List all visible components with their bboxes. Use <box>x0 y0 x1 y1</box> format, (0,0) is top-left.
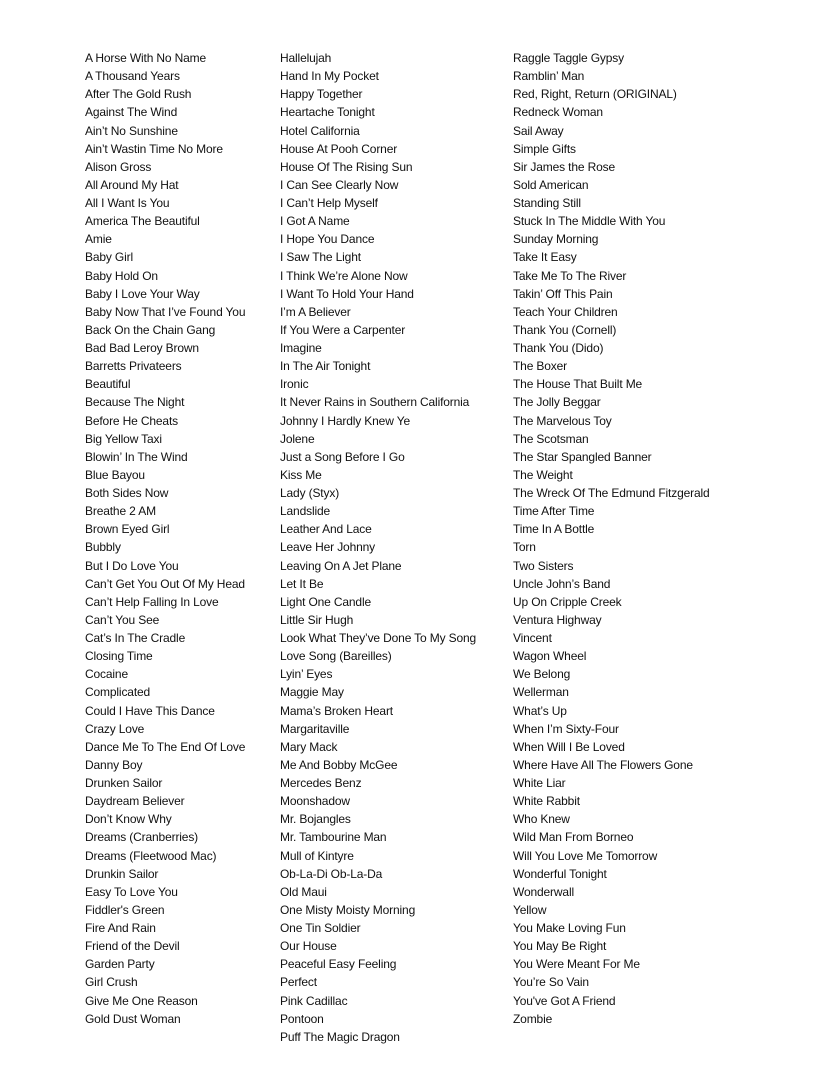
song-title: I Can’t Help Myself <box>280 196 378 210</box>
song-title: Time After Time <box>513 504 595 519</box>
song-title: Dreams (Cranberries) <box>85 830 199 845</box>
song-title: Blue Bayou <box>85 467 145 482</box>
song-title: But I Do Love You <box>85 558 179 573</box>
song-title: Alison Gross <box>85 159 152 174</box>
song-title: Sir James the Rose <box>513 159 616 174</box>
song-title: Sail Away <box>513 123 564 138</box>
song-title: I’m A Believer <box>280 304 351 319</box>
song-title: Hallelujah <box>280 51 332 65</box>
song-title: I Can See Clearly Now <box>280 177 399 192</box>
song-title: Danny Boy <box>85 757 143 772</box>
song-title: One Tin Soldier <box>280 921 361 935</box>
song-title: Because The Night <box>85 395 185 410</box>
song-title: Love Song (Bareilles) <box>280 649 392 664</box>
song-title: The Weight <box>513 467 573 482</box>
song-title: You Were Meant For Me <box>513 957 640 972</box>
song-title: Mary Mack <box>280 739 338 754</box>
song-title: One Misty Moisty Morning <box>280 902 416 917</box>
song-title: Light One Candle <box>280 594 371 609</box>
song-title: Drunkin Sailor <box>85 866 159 881</box>
song-title: Hand In My Pocket <box>280 69 379 84</box>
song-title: Little Sir Hugh <box>280 612 354 627</box>
song-title: Fiddler's Green <box>85 902 165 917</box>
song-title: I Saw The Light <box>280 250 361 265</box>
song-title: Against The Wind <box>85 105 178 120</box>
song-title: Before He Cheats <box>85 413 178 428</box>
song-title: You've Got A Friend <box>513 993 616 1008</box>
song-title: Who Knew <box>513 812 570 827</box>
song-title: Baby I Love Your Way <box>85 286 200 301</box>
song-title: Barretts Privateers <box>85 359 182 374</box>
song-title: Margaritaville <box>280 721 350 736</box>
song-list-column-3 <box>513 49 710 1028</box>
song-title: Stuck In The Middle With You <box>513 214 666 229</box>
song-title: Mr. Bojangles <box>280 812 351 827</box>
song-title: The Star Spangled Banner <box>513 449 652 464</box>
song-title: You Make Loving Fun <box>513 921 626 935</box>
song-title: Wagon Wheel <box>513 649 587 664</box>
song-list-column-1 <box>85 49 245 1028</box>
song-title: Ain’t Wastin Time No More <box>85 141 223 156</box>
song-title: Thank You (Cornell) <box>513 322 617 337</box>
song-title: Mercedes Benz <box>280 776 362 790</box>
song-title: The Marvelous Toy <box>513 413 612 428</box>
song-title: Moonshadow <box>280 794 350 809</box>
song-title: Pink Cadillac <box>280 993 348 1008</box>
song-title: It Never Rains in Southern California <box>280 395 470 410</box>
song-title: Wild Man From Borneo <box>513 830 634 845</box>
song-title: Leaving On A Jet Plane <box>280 558 402 573</box>
song-title: Let It Be <box>280 576 324 591</box>
song-title: Yellow <box>513 902 547 917</box>
song-title: Complicated <box>85 685 151 700</box>
song-title: If You Were a Carpenter <box>280 322 406 337</box>
song-title: Maggie May <box>280 685 344 700</box>
song-title: Vincent <box>513 631 552 645</box>
song-title: Teach Your Children <box>513 304 618 319</box>
song-title: Girl Crush <box>85 975 138 990</box>
song-title: Will You Love Me Tomorrow <box>513 848 658 863</box>
song-title: The Wreck Of The Edmund Fitzgerald <box>513 486 710 500</box>
song-title: All Around My Hat <box>85 177 179 192</box>
song-title: Puff The Magic Dragon <box>280 1029 400 1044</box>
song-title: Mama’s Broken Heart <box>280 703 393 718</box>
song-title: Thank You (Dido) <box>513 341 604 355</box>
song-title: Garden Party <box>85 957 155 972</box>
song-title: Wonderful Tonight <box>513 866 607 881</box>
song-title: Takin’ Off This Pain <box>513 286 613 301</box>
song-title: The Scotsman <box>513 431 589 446</box>
song-title: I Want To Hold Your Hand <box>280 286 414 301</box>
song-title: Dreams (Fleetwood Mac) <box>85 848 217 863</box>
song-title: When Will I Be Loved <box>513 739 625 754</box>
song-title: Torn <box>513 540 536 555</box>
song-title: Uncle John’s Band <box>513 576 611 591</box>
song-title: Bubbly <box>85 540 121 555</box>
song-title: Heartache Tonight <box>280 105 375 120</box>
song-title: Jolene <box>280 431 315 446</box>
song-title: Two Sisters <box>513 558 574 573</box>
song-title: Me And Bobby McGee <box>280 757 398 772</box>
song-title: Cocaine <box>85 667 128 682</box>
song-title: Standing Still <box>513 196 581 210</box>
song-title: When I’m Sixty-Four <box>513 721 619 736</box>
song-title: Cat’s In The Cradle <box>85 631 186 645</box>
song-title: Easy To Love You <box>85 884 178 899</box>
song-title: Lady (Styx) <box>280 486 340 500</box>
song-title: Ventura Highway <box>513 612 602 627</box>
song-title: I Hope You Dance <box>280 232 375 247</box>
song-title: Brown Eyed Girl <box>85 522 170 537</box>
song-title: Mull of Kintyre <box>280 848 354 863</box>
song-title: Happy Together <box>280 87 363 102</box>
song-title: Wonderwall <box>513 884 574 899</box>
song-title: Hotel California <box>280 123 360 138</box>
song-title: Can’t Help Falling In Love <box>85 594 219 609</box>
song-title: Our House <box>280 939 337 954</box>
song-title: Closing Time <box>85 649 153 664</box>
song-title: Old Maui <box>280 884 327 899</box>
song-title: Redneck Woman <box>513 105 603 120</box>
song-title: The House That Built Me <box>513 377 643 392</box>
song-title: Fire And Rain <box>85 921 156 935</box>
song-title: Gold Dust Woman <box>85 1011 181 1026</box>
song-title: Ain’t No Sunshine <box>85 123 178 138</box>
song-title: Dance Me To The End Of Love <box>85 739 246 754</box>
song-title: America The Beautiful <box>85 214 200 229</box>
song-title: Baby Hold On <box>85 268 158 283</box>
song-title: You May Be Right <box>513 939 607 954</box>
song-title: Blowin’ In The Wind <box>85 449 188 464</box>
song-title: Back On the Chain Gang <box>85 322 216 337</box>
song-title: Peaceful Easy Feeling <box>280 957 397 972</box>
song-title: Big Yellow Taxi <box>85 431 162 446</box>
song-title: Bad Bad Leroy Brown <box>85 341 199 355</box>
song-title: Wellerman <box>513 685 569 700</box>
song-title: Where Have All The Flowers Gone <box>513 757 693 772</box>
song-title: Ob-La-Di Ob-La-Da <box>280 866 383 881</box>
song-list-column-2 <box>280 49 476 1046</box>
song-title: Don’t Know Why <box>85 812 172 827</box>
song-title: Sold American <box>513 177 589 192</box>
song-title: Johnny I Hardly Knew Ye <box>280 413 410 428</box>
song-title: I Think We’re Alone Now <box>280 268 408 283</box>
song-title: A Thousand Years <box>85 69 180 84</box>
song-title: The Jolly Beggar <box>513 395 601 410</box>
song-title: Just a Song Before I Go <box>280 449 405 464</box>
song-title: Baby Now That I’ve Found You <box>85 304 246 319</box>
song-title: Red, Right, Return (ORIGINAL) <box>513 87 677 102</box>
song-title: What’s Up <box>513 703 567 718</box>
song-title: Beautiful <box>85 377 131 392</box>
song-title: Raggle Taggle Gypsy <box>513 51 624 65</box>
song-title: Time In A Bottle <box>513 522 595 537</box>
song-title: Take Me To The River <box>513 268 627 283</box>
song-title: You’re So Vain <box>513 975 589 990</box>
song-title: Ironic <box>280 377 309 392</box>
song-title: We Belong <box>513 667 571 682</box>
song-title: Leave Her Johnny <box>280 540 375 555</box>
song-title: Amie <box>85 232 112 247</box>
song-title: After The Gold Rush <box>85 87 192 102</box>
song-title: House At Pooh Corner <box>280 141 398 156</box>
song-title: Daydream Believer <box>85 794 185 809</box>
song-title: A Horse With No Name <box>85 51 207 65</box>
song-title: Perfect <box>280 975 317 990</box>
song-title: Take It Easy <box>513 250 577 265</box>
song-title: Pontoon <box>280 1011 324 1026</box>
song-title: Can’t Get You Out Of My Head <box>85 576 245 591</box>
song-title: Friend of the Devil <box>85 939 180 954</box>
song-title: Zombie <box>513 1011 553 1026</box>
song-title: House Of The Rising Sun <box>280 159 413 174</box>
song-title: Drunken Sailor <box>85 776 163 790</box>
song-title: The Boxer <box>513 359 568 374</box>
song-title: Kiss Me <box>280 467 322 482</box>
song-title: I Got A Name <box>280 214 350 229</box>
song-title: Can’t You See <box>85 612 160 627</box>
song-title: Leather And Lace <box>280 522 372 537</box>
song-title: Could I Have This Dance <box>85 703 215 718</box>
song-title: Mr. Tambourine Man <box>280 830 387 845</box>
song-title: Look What They’ve Done To My Song <box>280 631 477 645</box>
song-title: Crazy Love <box>85 721 145 736</box>
song-title: Imagine <box>280 341 322 355</box>
song-title: Breathe 2 AM <box>85 504 156 519</box>
song-title: White Rabbit <box>513 794 580 809</box>
song-title: Lyin’ Eyes <box>280 667 333 682</box>
song-title: Landslide <box>280 504 331 519</box>
song-title: Ramblin’ Man <box>513 69 585 84</box>
song-title: Give Me One Reason <box>85 993 198 1008</box>
song-title: Baby Girl <box>85 250 133 265</box>
song-title: All I Want Is You <box>85 196 170 210</box>
song-title: Simple Gifts <box>513 141 576 156</box>
song-title: In The Air Tonight <box>280 359 371 374</box>
song-title: Sunday Morning <box>513 232 599 247</box>
song-title: Both Sides Now <box>85 486 169 500</box>
song-title: White Liar <box>513 776 566 790</box>
song-title: Up On Cripple Creek <box>513 594 622 609</box>
